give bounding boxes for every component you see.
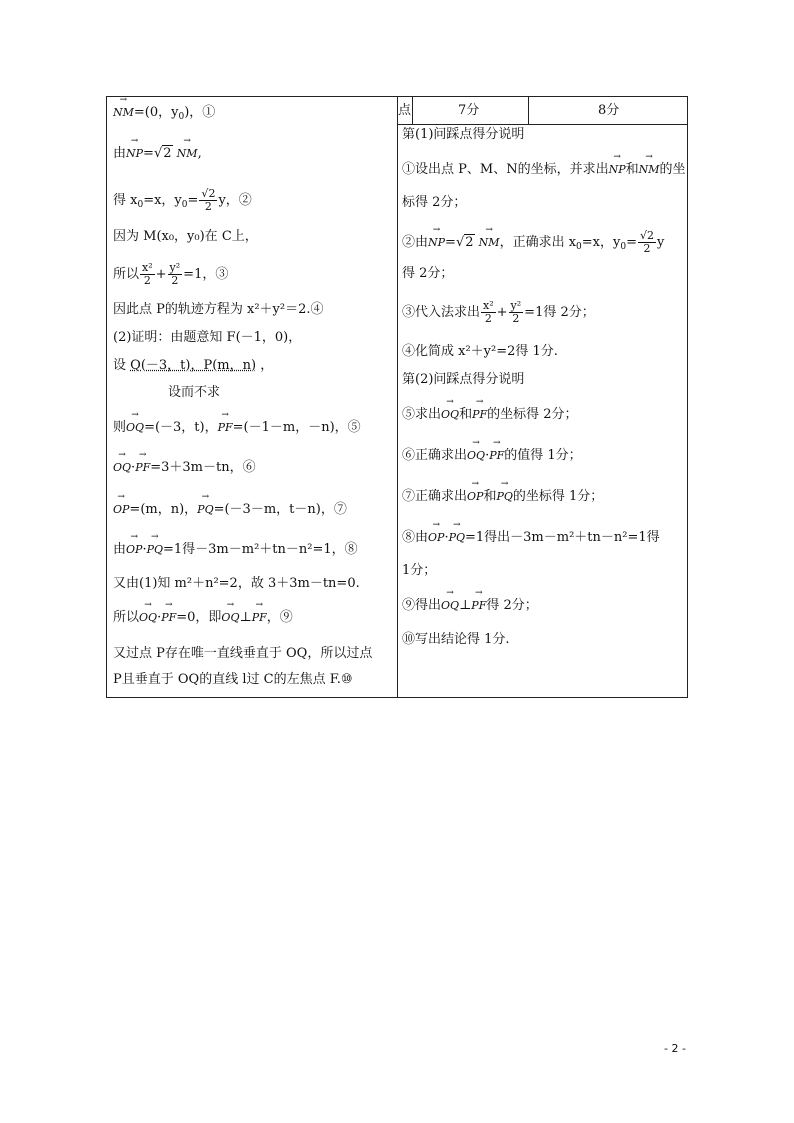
right-line-2: ①设出点 P、M、N的坐标，并求出→ NP和→ NM的坐 (402, 162, 686, 178)
left-line-1: → NM=(0，$y_0$)，① (113, 105, 215, 125)
right-line-9: ⑤求出→ OQ和→ PF的坐标得 2分； (402, 407, 578, 423)
left-line-3: 得 $x_0=x$，$y_0=$ $\frac{√2}{2}$ y，② (113, 187, 252, 213)
left-line-16: 又过点 P存在唯一直线垂直于 OQ，所以过点 (113, 646, 373, 661)
left-line-4: 因为 M(x₀，y₀)在 C上， (113, 229, 258, 244)
right-line-10: ⑥正确求出→ OQ·→ PF的值得 1分； (402, 448, 582, 464)
header-separator (528, 96, 529, 124)
left-line-10: 则→ OQ=(－3，t)，→ PF=(－1－m，－n)，⑤ (113, 420, 361, 436)
header-separator (412, 96, 413, 124)
right-line-1: 第(1)问踩点得分说明 (402, 127, 525, 142)
right-line-13: 1分； (402, 563, 437, 578)
annotation-note: 设而不求 (168, 385, 221, 400)
left-line-8: 设 Q(－3，t)，P(m，n) ， (113, 358, 274, 373)
right-line-6: ③代入法求出 $\frac{\text{x²}}{2}$ + $\frac{\text{y²}}{2}$ =1得 2分； (402, 299, 595, 325)
left-line-11: → OQ·→ PF=3＋3m－tn，⑥ (113, 460, 256, 476)
right-line-8: 第(2)问踩点得分说明 (402, 372, 525, 387)
right-line-12: ⑧由→ OP·→ PQ=1得出－3m－m²＋tn－n²=1得 (402, 530, 660, 546)
right-line-3: 标得 2分； (402, 195, 467, 210)
left-line-12: → OP=(m，n)，→ PQ=(－3－m，t－n)，⑦ (113, 502, 347, 518)
header-divider (397, 124, 688, 125)
left-line-7: (2)证明：由题意知 F(－1，0)， (113, 330, 302, 345)
header-cut-text: 点 (398, 103, 412, 118)
left-line-13: 由→ OP·→ PQ=1得－3m－m²＋tn－n²=1，⑧ (113, 542, 358, 558)
right-line-4: ②由→ NP=√2 → NM，正确求出 $x_0=x$，$y_0=$ $\frac{√2}{2}$ y (402, 230, 664, 255)
column-divider (397, 96, 398, 698)
header-col-7: 7分 (458, 103, 480, 118)
right-line-14: ⑨得出→ OQ⊥→ PF得 2分； (402, 598, 538, 614)
left-line-14: 又由(1)知 m²＋n²=2，故 3＋3m－tn=0. (113, 576, 360, 591)
left-line-6: 因此点 P的轨迹方程为 x²＋y²＝2.④ (113, 302, 324, 317)
vector-NM: → NM (113, 105, 134, 121)
right-line-11: ⑦正确求出→ OP和→ PQ的坐标得 1分； (402, 489, 603, 505)
right-line-15: ⑩写出结论得 1分. (402, 632, 510, 647)
header-col-8: 8分 (598, 103, 620, 118)
left-line-2: 由→ NP=√2 → NM, (113, 146, 202, 162)
right-line-5: 得 2分； (402, 266, 454, 281)
left-line-15: 所以→ OQ·→ PF=0，即→ OQ⊥→ PF，⑨ (113, 610, 293, 626)
page-number: - 2 - (664, 1042, 686, 1055)
left-line-17: P且垂直于 OQ的直线 l过 C的左焦点 F.⑩ (113, 672, 353, 687)
right-line-7: ④化简成 x²＋y²=2得 1分. (402, 344, 558, 359)
left-line-5: 所以 $\frac{\text{x²}}{2}$ + $\frac{\text{y²}}{2}$ =1，③ (113, 261, 229, 287)
